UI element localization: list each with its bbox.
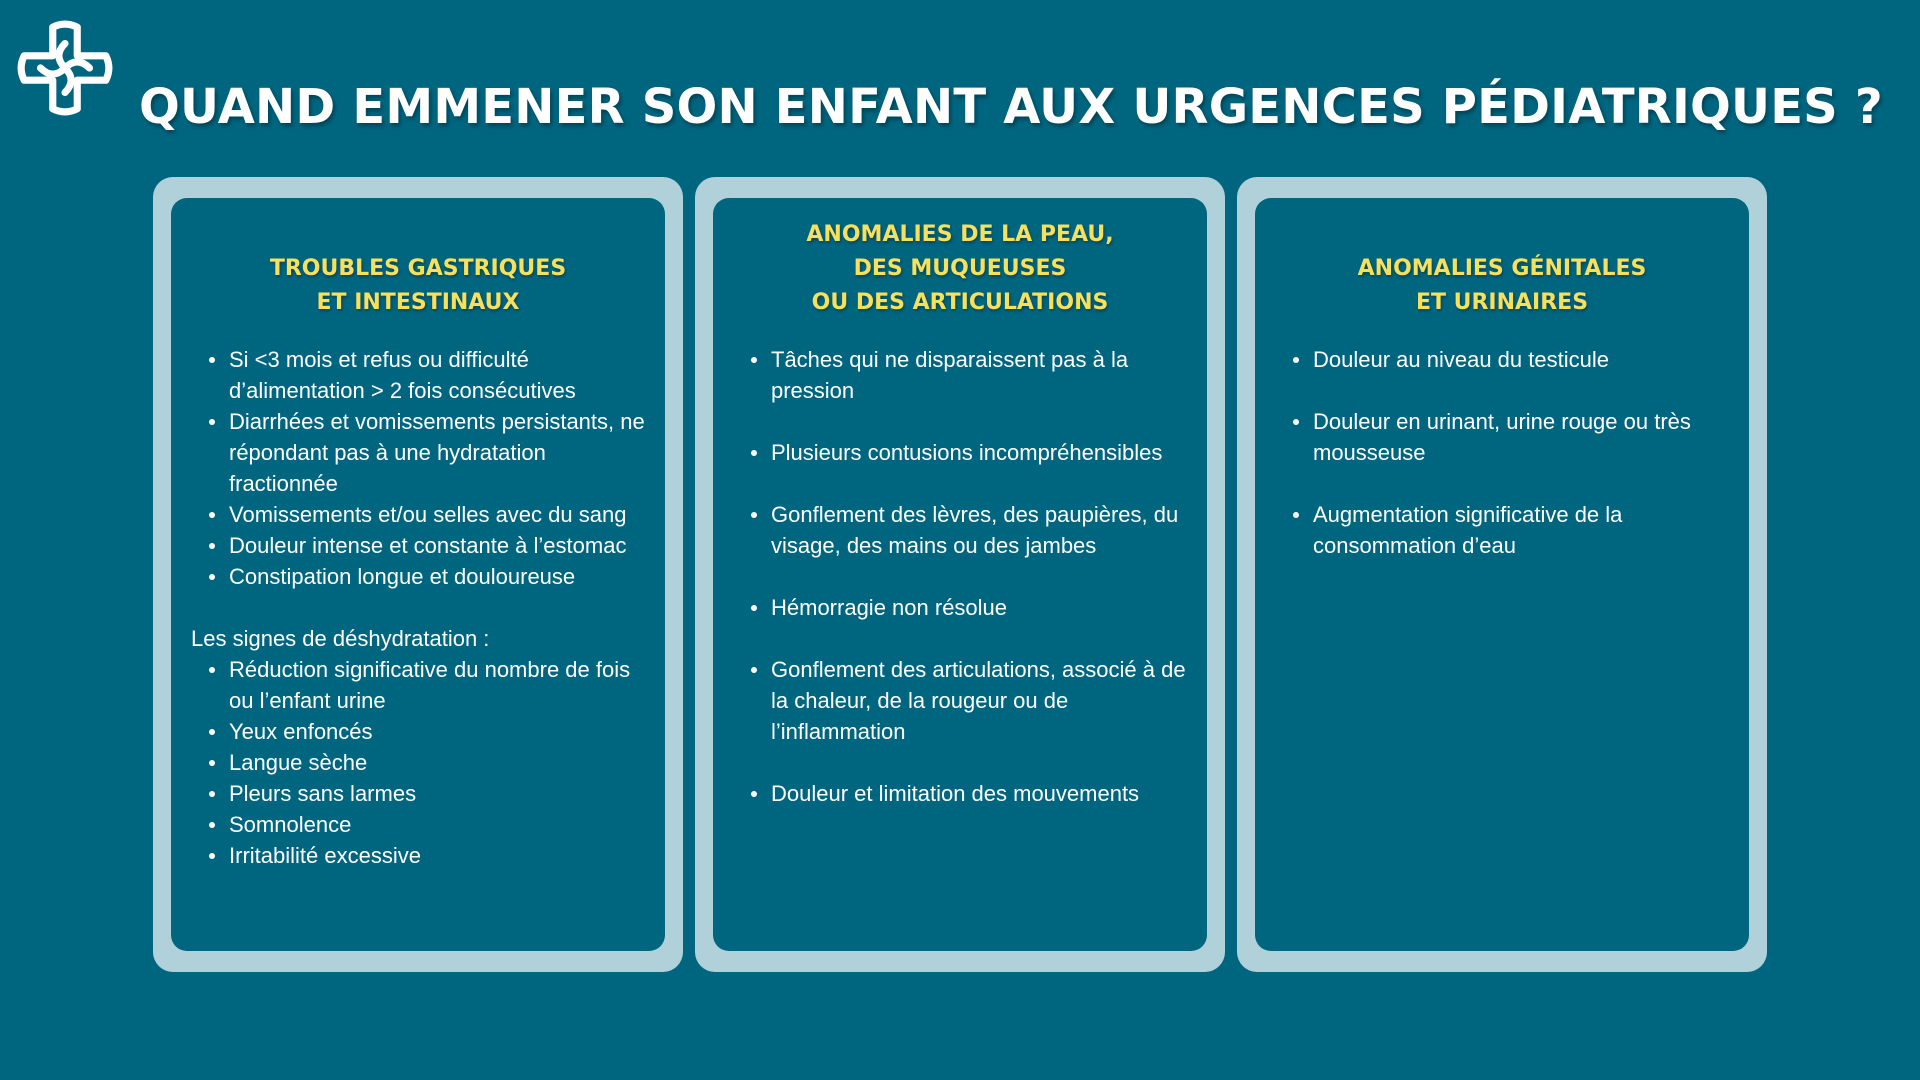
- card-title-line: ANOMALIES GÉNITALES: [1357, 256, 1647, 281]
- list-item: Diarrhées et vomissements persistants, ne répondant pas à une hydratation fractionnée: [229, 406, 647, 499]
- list-item: Yeux enfoncés: [229, 716, 647, 747]
- medical-cross-logo-icon: [14, 17, 116, 119]
- list-item: Douleur en urinant, urine rouge ou très mousseuse: [1313, 406, 1731, 468]
- dehydration-signs-list: [191, 654, 647, 871]
- card-title-line: ET INTESTINAUX: [316, 290, 520, 315]
- list-item: Douleur et limitation des mouvements: [771, 778, 1189, 809]
- card-skin-mucosa-joints: [695, 177, 1225, 972]
- card-body: [733, 344, 1189, 809]
- card-title-line: TROUBLES GASTRIQUES: [269, 256, 567, 281]
- list-item: Somnolence: [229, 809, 647, 840]
- list-item: Langue sèche: [229, 747, 647, 778]
- symptom-list: [1275, 344, 1731, 561]
- list-item: Vomissements et/ou selles avec du sang: [229, 499, 647, 530]
- list-item: Douleur intense et constante à l’estomac: [229, 530, 647, 561]
- list-item: Si <3 mois et refus ou difficulté d’alimentation > 2 fois consécutives: [229, 344, 647, 406]
- list-item: Augmentation significative de la consommation d’eau: [1313, 499, 1731, 561]
- list-item: Constipation longue et douloureuse: [229, 561, 647, 592]
- card-title-line: ET URINAIRES: [1415, 290, 1589, 315]
- card-inner: [713, 198, 1207, 951]
- card-inner: [171, 198, 665, 951]
- card-title-line: OU DES ARTICULATIONS: [811, 290, 1109, 315]
- card-title: [171, 252, 665, 320]
- card-title: [713, 218, 1207, 320]
- list-item: Gonflement des lèvres, des paupières, du visage, des mains ou des jambes: [771, 499, 1189, 561]
- card-inner: [1255, 198, 1749, 951]
- list-item: Réduction significative du nombre de fois ou l’enfant urine: [229, 654, 647, 716]
- card-title-line: ANOMALIES DE LA PEAU,: [806, 222, 1114, 247]
- list-item: Tâches qui ne disparaissent pas à la pression: [771, 344, 1189, 406]
- card-body: [191, 344, 647, 871]
- list-item: Plusieurs contusions incompréhensibles: [771, 437, 1189, 468]
- card-title: [1255, 252, 1749, 320]
- dehydration-subheading: Les signes de déshydratation :: [191, 626, 490, 651]
- list-item: Hémorragie non résolue: [771, 592, 1189, 623]
- symptom-list: [191, 344, 647, 592]
- page-title: QUAND EMMENER SON ENFANT AUX URGENCES PÉDIATRIQUES ?: [139, 79, 1883, 135]
- list-item: Douleur au niveau du testicule: [1313, 344, 1731, 375]
- card-genital-urinary: [1237, 177, 1767, 972]
- card-gastro-intestinal: [153, 177, 683, 972]
- card-title-line: DES MUQUEUSES: [853, 256, 1067, 281]
- list-item: Gonflement des articulations, associé à de la chaleur, de la rougeur ou de l’inflammation: [771, 654, 1189, 747]
- symptom-list: [733, 344, 1189, 809]
- card-body: [1275, 344, 1731, 561]
- list-item: Pleurs sans larmes: [229, 778, 647, 809]
- list-item: Irritabilité excessive: [229, 840, 647, 871]
